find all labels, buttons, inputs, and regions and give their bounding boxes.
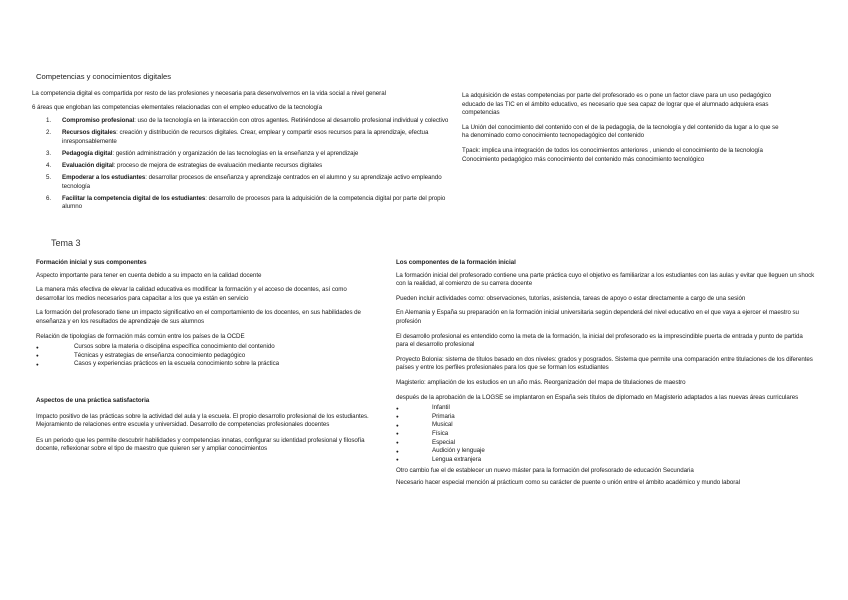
- list-item: ● Cursos sobre la materia o disciplina específica conocimiento del contenido: [36, 343, 376, 352]
- paragraph: Pueden incluir actividades como: observaciones, tutorías, asistencia, tareas de apoyo o estar directamente a cargo de una sesión: [396, 294, 746, 302]
- item-title: Recursos digitales: [62, 129, 117, 137]
- competence-list: [32, 117, 452, 212]
- right-top-block: [462, 92, 780, 164]
- item-text: : gestión administración y organización de las tecnologías en la enseñanza y el aprendizaje: [112, 149, 359, 157]
- paragraph: Conocimiento pedagógico más conocimiento del contenido más conocimiento tecnológico: [462, 155, 705, 163]
- paragraph: En Alemania y España su preparación en la formación inicial universitaria según dependerá del nivel educativo en el que vaya a ejercer el maestro su profesión: [396, 309, 799, 325]
- magisterio-titles-list: [396, 404, 816, 464]
- item-text: : desarrollo de procesos para la adquisición de la competencia digital por parte del propio alumno: [62, 194, 446, 211]
- list-item: ● Casos y experiencias prácticos en la escuela conocimiento sobre la práctica: [36, 360, 376, 369]
- paragraph: Tpack: implica una integración de todos los conocimientos anteriores , uniendo el conocimiento de la tecnología: [462, 146, 763, 154]
- list-item: ● Infantil: [396, 404, 816, 413]
- item-text: : proceso de mejora de estrategias de evaluación mediante recursos digitales: [113, 162, 323, 170]
- subheading-componentes: Los componentes de la formación inicial: [396, 259, 516, 266]
- competence-item: [32, 162, 452, 171]
- paragraph: La Unión del conocimiento del contenido con el de la pedagogía, de la tecnología y del contenido da lugar a lo que se ha denominado como conocimiento tecnopedagógico del contenido: [462, 123, 779, 140]
- item-number: 5.: [46, 174, 52, 182]
- left-bottom-block-2: [36, 397, 376, 454]
- paragraph: Relación de tipologías de formación más común entre los países de la OCDE: [36, 332, 245, 340]
- item-text: : desarrollar procesos de enseñanza y aprendizaje centrados en el alumno y su aprendizaje activo empleando tecnología: [62, 174, 442, 190]
- paragraph: Necesario hacer especial mención al prácticum como su carácter de puente o unión entre el ámbito académico y mundo laboral: [396, 478, 741, 486]
- paragraph: La formación del profesorado tiene un impacto significativo en el comportamiento de los docentes, en sus habilidades de enseñanza y en los resultados de aprendizaje de sus alumnos: [36, 309, 361, 325]
- competence-item: [32, 129, 452, 146]
- item-title: Pedagogía digital: [62, 149, 113, 157]
- list-item: ● Lengua extranjera: [396, 456, 816, 465]
- paragraph: Es un periodo que les permite descubrir habilidades y competencias innatas, configurar su identidad profesional y filosofía docente, reflexionar sobre el tipo de maestro que quieren ser y ampliar conocimientos: [36, 436, 365, 453]
- list-item: ● Especial: [396, 439, 816, 448]
- list-item: ● Musical: [396, 421, 816, 430]
- list-item: ● Primaria: [396, 413, 816, 422]
- competence-item: [32, 150, 452, 159]
- left-top-block: [32, 90, 452, 216]
- paragraph: después de la aprobación de la LOGSE se implantaron en España seis títulos de diplomado en Magisterio adaptados a las nuevas áreas curriculares: [396, 393, 799, 401]
- item-text: : creación y distribución de recursos digitales. Crear, emplear y compartir esos recursos para la aprendizaje, efectua inresponsablemente: [62, 129, 429, 145]
- subheading-practica: Aspectos de una práctica satisfactoria: [36, 397, 150, 404]
- item-number: 3.: [46, 149, 52, 157]
- intro-paragraph-1: La competencia digital es compartida por resto de las profesiones y necesaria para desenvolvernos en la vida social a nivel general: [32, 90, 386, 97]
- section-heading-competencias: Competencias y conocimientos digitales: [36, 72, 172, 81]
- paragraph: La manera más efectiva de elevar la calidad educativa es modificar la formación y el acceso de docentes, así como desarrollar los medios necesarios para capacitar a los que ya están en servicio: [36, 286, 347, 302]
- item-title: Empoderar a los estudiantes: [62, 174, 146, 182]
- list-item: ● Técnicas y estrategias de enseñanza conocimiento pedagógico: [36, 352, 376, 361]
- section-title-tema: Tema 3: [51, 238, 81, 248]
- left-bottom-block: [36, 259, 376, 369]
- item-title: Facilitar la competencia digital de los estudiantes: [62, 194, 206, 202]
- item-number: 6.: [46, 194, 52, 202]
- paragraph: Otro cambio fue el de establecer un nuevo máster para la formación del profesorado de educación Secundaria: [396, 467, 694, 475]
- right-bottom-block: [396, 259, 816, 487]
- paragraph: Magisterio: ampliación de los estudios en un año más. Reorganización del mapa de titulaciones de maestro: [396, 378, 686, 386]
- paragraph: La formación inicial del profesorado contiene una parte práctica cuyo el objetivo es familiarizar a los estudiantes con las aulas y evitar que lleguen un shock con la realidad, al comienzo de su carrera docente: [396, 271, 815, 288]
- intro-paragraph-2: 6 áreas que engloban las competencias elementales relacionadas con el empleo educativo de la tecnología: [32, 103, 322, 111]
- item-number: 1.: [46, 117, 52, 125]
- list-item: ● Física: [396, 430, 816, 439]
- item-title: Evaluación digital: [62, 162, 114, 170]
- item-title: Compromiso profesional: [62, 117, 135, 125]
- item-text: : uso de la tecnología en la interacción con otros agentes. Retiriéndose al desarrollo profesional individual y colectivo: [134, 117, 449, 125]
- competence-item: [32, 174, 452, 191]
- list-item: ● Audición y lenguaje: [396, 447, 816, 456]
- paragraph: Aspecto importante para tener en cuenta debido a su impacto en la calidad docente: [36, 271, 262, 279]
- paragraph: Impacto positivo de las prácticas sobre la actividad del aula y la escuela. El propio desarrollo profesional de los estudiantes. Mejoramiento de relaciones entre escuela y universidad. Desarrollo de competencias profesionales docentes: [36, 412, 369, 429]
- competence-item: [32, 195, 452, 212]
- item-number: 4.: [46, 162, 52, 170]
- paragraph: El desarrollo profesional es entendido como la meta de la formación, la inicial del profesorado es la imprescindible puerta de entrada y punto de partida para el desarrollo profesional: [396, 332, 803, 349]
- subheading-formacion-inicial: Formación inicial y sus componentes: [36, 259, 147, 266]
- training-types-list: [36, 343, 376, 369]
- paragraph: Proyecto Bolonia: sistema de títulos basado en dos niveles: grados y posgrados. Sistema que permite una comparación entre titulaciones de los diferentes países y entre los perfiles profesionales para los que se forman los estudiantes: [396, 355, 813, 372]
- paragraph: La adquisición de estas competencias por parte del profesorado es o pone un factor clave para un uso pedagógico educado de las TIC en el ámbito educativo, es necesario que sea capaz de lograr que el alumnado adquiera esas competencias: [462, 92, 772, 117]
- competence-item: [32, 117, 452, 126]
- item-number: 2.: [46, 129, 52, 137]
